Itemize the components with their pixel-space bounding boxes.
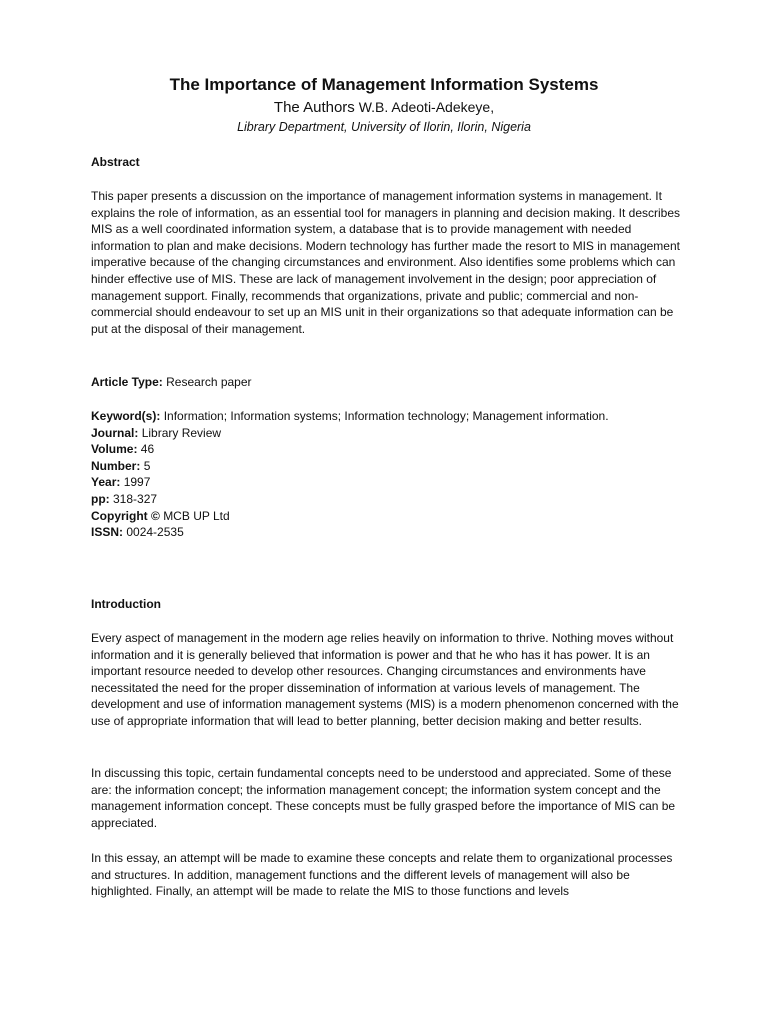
- intro-paragraph-3: [91, 850, 681, 900]
- issn-label: ISSN:: [91, 525, 124, 540]
- intro-text-1: Every aspect of management in the modern age relies heavily on information to thrive. Nothing moves without information and it is generally believed that information is power and that he who has it has power. It is an important resource needed to develop other resources. Changing circumstances and environments have necessitated the need for the proper dissemination of information at various levels of management. The development and use of information management systems (MIS) is a modern phenomenon concerned with the use of appropriate information that will lead to better planning, better decision making and better results.: [91, 631, 679, 728]
- page-title: The Importance of Management Information Systems: [169, 75, 599, 94]
- metadata-block: [91, 408, 681, 541]
- intro-paragraph-2: [91, 765, 681, 831]
- number-label: Number:: [91, 458, 141, 473]
- copyright-value: MCB UP Ltd: [163, 508, 230, 523]
- abstract-body: [91, 188, 681, 337]
- journal-label: Journal:: [91, 425, 139, 440]
- keywords-line: [91, 408, 681, 425]
- year-value: 1997: [123, 475, 151, 490]
- journal-value: Library Review: [141, 425, 222, 440]
- pp-line: [91, 491, 681, 508]
- number-line: [91, 458, 681, 475]
- keywords-value: Information; Information systems; Information technology; Management information.: [163, 409, 609, 423]
- intro-text-2: In discussing this topic, certain fundamental concepts need to be understood and appreciated. Some of these are: the information concept; the information management concept; the information system concept and the management information concept. These concepts must be fully grasped before the importance of MIS can be appreciated.: [91, 766, 676, 830]
- issn-line: [91, 524, 681, 541]
- keywords-label: Keyword(s):: [91, 409, 161, 423]
- volume-value: 46: [140, 442, 155, 457]
- introduction-heading: Introduction: [91, 597, 161, 611]
- copyright-line: [91, 508, 681, 525]
- copyright-label: Copyright ©: [91, 508, 160, 523]
- intro-paragraph-1: [91, 630, 681, 730]
- number-value: 5: [143, 458, 151, 473]
- affiliation: Library Department, University of Ilorin, Ilorin, Nigeria: [237, 120, 531, 134]
- authors-lead: The Authors: [273, 99, 355, 116]
- pp-value: 318-327: [113, 491, 158, 506]
- abstract-heading: Abstract: [91, 155, 140, 169]
- authors-names: W.B. Adeoti-Adekeye,: [358, 99, 495, 115]
- issn-value: 0024-2535: [126, 525, 184, 540]
- year-line: [91, 474, 681, 491]
- intro-text-3: In this essay, an attempt will be made to examine these concepts and relate them to organizational processes and structures. In addition, management functions and the different levels of management will also be highlighted. Finally, an attempt will be made to relate the MIS to those functions and levels: [91, 851, 673, 899]
- year-label: Year:: [91, 475, 121, 490]
- authors-line: [0, 98, 768, 117]
- article-type: [91, 374, 681, 391]
- journal-line: [91, 425, 681, 442]
- volume-label: Volume:: [91, 442, 138, 457]
- volume-line: [91, 441, 681, 458]
- pp-label: pp:: [91, 491, 110, 506]
- article-type-label: Article Type:: [91, 375, 163, 389]
- article-type-value: Research paper: [166, 375, 252, 389]
- abstract-text: This paper presents a discussion on the importance of management information systems in management. It explains the role of information, as an essential tool for managers in planning and decision making. It describes MIS as a well coordinated information system, a database that is to provide management with needed information to plan and make decisions. Modern technology has further made the resort to MIS in management imperative because of the changing circumstances and environment. Also identifies some problems which can hinder effective use of MIS. These are lack of management involvement in the design; poor appreciation of management support. Finally, recommends that organizations, private and public; commercial and non-commercial should endeavour to set up an MIS unit in their organizations so that adequate information can be put at the disposal of their management.: [91, 189, 681, 336]
